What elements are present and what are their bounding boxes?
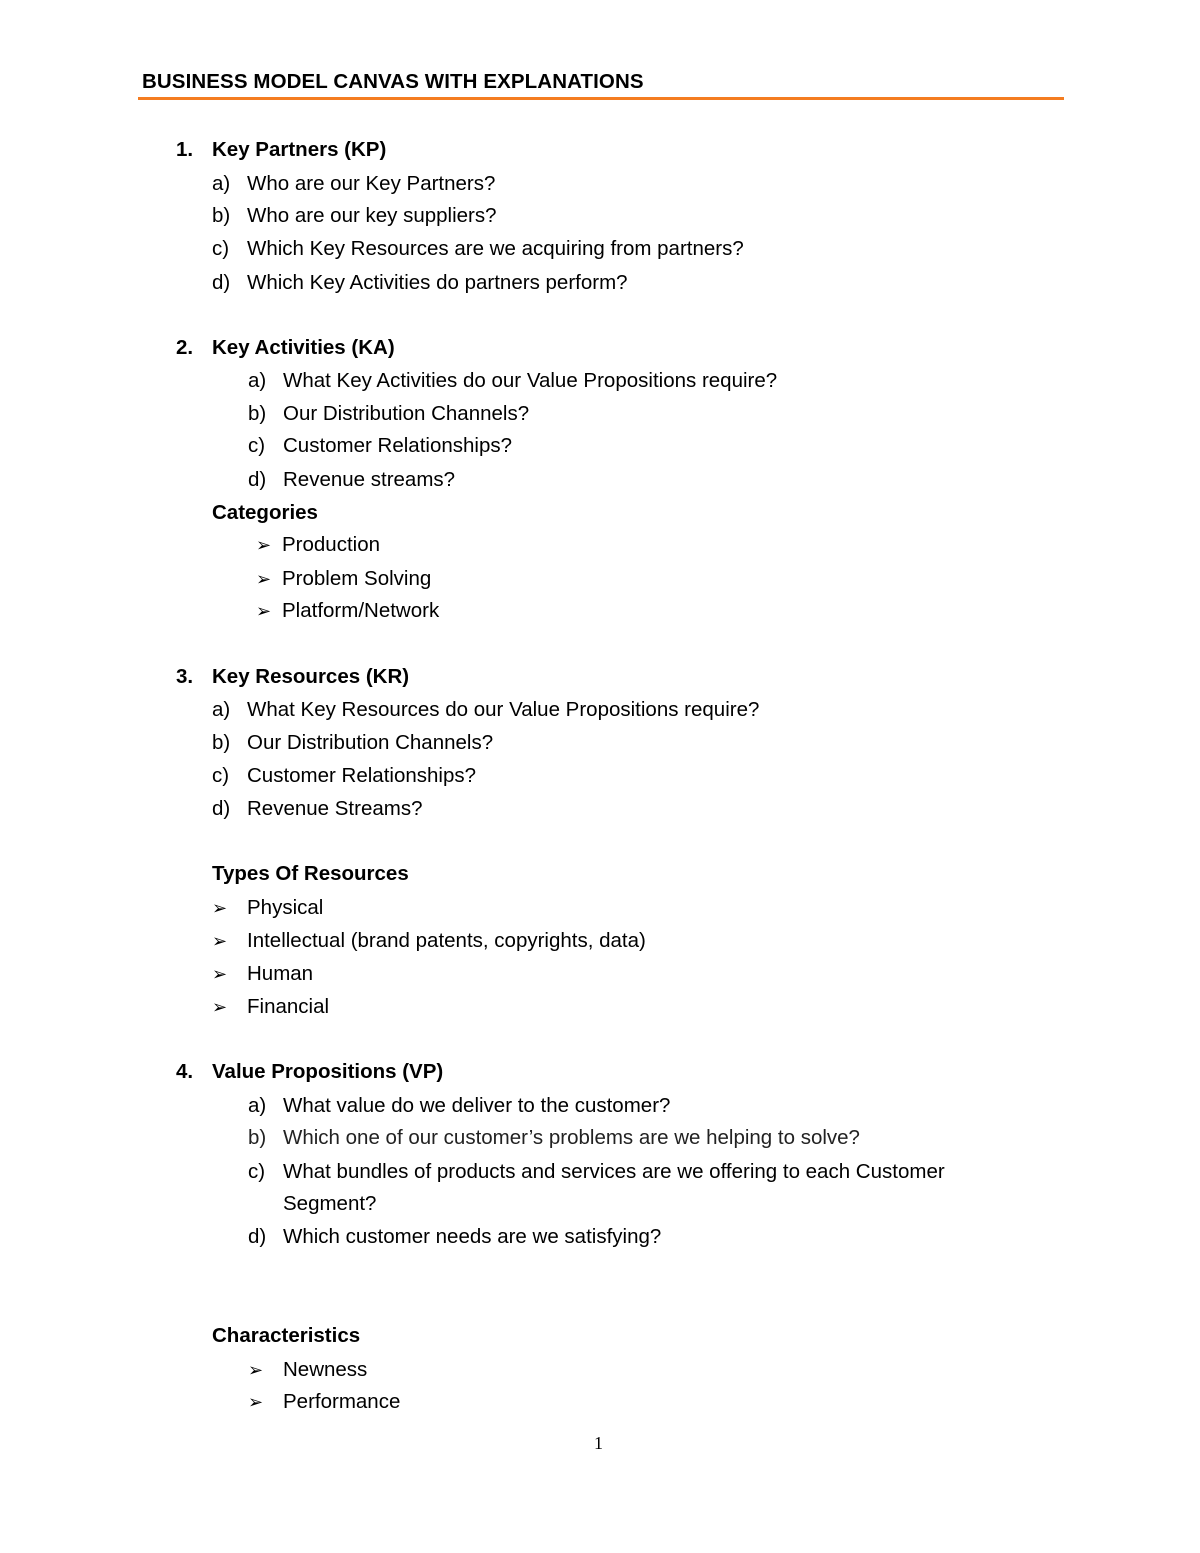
- list-item-text: Our Distribution Channels?: [247, 731, 494, 754]
- list-marker: a): [212, 172, 231, 195]
- arrow-bullet-icon: ➢: [212, 997, 228, 1017]
- list-item-text: Which customer needs are we satisfying?: [283, 1225, 662, 1248]
- arrow-bullet-icon: ➢: [212, 898, 228, 918]
- bullet-item: [212, 995, 329, 1019]
- list-item-continuation: Segment?: [283, 1192, 377, 1215]
- section-heading-key-resources: [176, 665, 409, 689]
- list-marker: b): [212, 731, 231, 754]
- list-marker: a): [248, 369, 267, 392]
- section-heading-key-activities: [176, 336, 395, 360]
- list-item: [212, 764, 476, 788]
- list-marker: d): [212, 797, 231, 820]
- bullet-item: [248, 1390, 400, 1414]
- list-marker: c): [248, 1160, 266, 1183]
- list-marker: d): [212, 271, 231, 294]
- list-item-text: What Key Resources do our Value Propositions require?: [247, 698, 760, 721]
- list-item: [212, 698, 759, 722]
- list-marker: a): [212, 698, 231, 721]
- list-marker: a): [248, 1094, 267, 1117]
- list-marker: d): [248, 468, 267, 491]
- list-item: [212, 797, 422, 821]
- section-number: 2.: [176, 336, 194, 359]
- list-item: [212, 237, 744, 261]
- list-item: [248, 369, 777, 393]
- list-item-text: Our Distribution Channels?: [283, 402, 530, 425]
- list-item-text: Which Key Resources are we acquiring from partners?: [247, 237, 744, 260]
- bullet-text: Problem Solving: [282, 567, 432, 590]
- arrow-bullet-icon: ➢: [212, 964, 228, 984]
- bullet-text: Financial: [247, 995, 330, 1018]
- section-number: 1.: [176, 138, 194, 161]
- list-item-text: What value do we deliver to the customer?: [283, 1094, 671, 1117]
- bullet-text: Performance: [283, 1390, 401, 1413]
- page-number: 1: [594, 1433, 603, 1453]
- list-item: [248, 434, 512, 458]
- bullet-item: [212, 896, 323, 920]
- section-heading-value-propositions: [176, 1060, 443, 1084]
- list-item-text: What bundles of products and services are we offering to each Customer: [283, 1160, 945, 1183]
- list-item-text: Which Key Activities do partners perform?: [247, 271, 628, 294]
- sub-heading-characteristics: Characteristics: [212, 1324, 361, 1347]
- sub-heading-types-of-resources: Types Of Resources: [212, 862, 409, 885]
- bullet-text: Production: [282, 533, 381, 556]
- list-marker: d): [248, 1225, 267, 1248]
- list-item-text: Who are our key suppliers?: [247, 204, 497, 227]
- list-item: [248, 1094, 670, 1118]
- list-item: [248, 468, 455, 492]
- bullet-text: Platform/Network: [282, 599, 440, 622]
- page-title: BUSINESS MODEL CANVAS WITH EXPLANATIONS: [142, 70, 644, 93]
- section-title: Key Resources (KR): [212, 665, 410, 688]
- bullet-item: [212, 962, 313, 986]
- bullet-text: Newness: [283, 1358, 368, 1381]
- list-item-text: Customer Relationships?: [247, 764, 477, 787]
- list-marker: b): [212, 204, 231, 227]
- arrow-bullet-icon: ➢: [248, 1392, 264, 1412]
- section-title: Key Partners (KP): [212, 138, 387, 161]
- section-number: 4.: [176, 1060, 194, 1083]
- list-marker: c): [212, 764, 230, 787]
- list-marker: c): [212, 237, 230, 260]
- list-item: [248, 1225, 661, 1249]
- arrow-bullet-icon: ➢: [248, 1360, 264, 1380]
- sub-heading-categories: Categories: [212, 501, 318, 524]
- bullet-item: [256, 599, 439, 623]
- bullet-text: Intellectual (brand patents, copyrights, data): [247, 929, 646, 952]
- list-item: [212, 172, 495, 196]
- list-item: [212, 731, 493, 755]
- list-item-text: Revenue streams?: [283, 468, 456, 491]
- list-item: [212, 204, 497, 228]
- list-item-text: Revenue Streams?: [247, 797, 423, 820]
- list-item: [248, 402, 529, 426]
- arrow-bullet-icon: ➢: [256, 535, 272, 555]
- list-item-text: Customer Relationships?: [283, 434, 513, 457]
- bullet-text: Physical: [247, 896, 324, 919]
- bullet-text: Human: [247, 962, 314, 985]
- arrow-bullet-icon: ➢: [256, 569, 272, 589]
- arrow-bullet-icon: ➢: [212, 931, 228, 951]
- list-item-text: Who are our Key Partners?: [247, 172, 496, 195]
- bullet-item: [256, 567, 431, 591]
- list-item-text: What Key Activities do our Value Propositions require?: [283, 369, 778, 392]
- list-item: [248, 1160, 945, 1184]
- list-item: [248, 1126, 860, 1150]
- arrow-bullet-icon: ➢: [256, 601, 272, 621]
- section-title: Key Activities (KA): [212, 336, 395, 359]
- list-marker: b): [248, 402, 267, 425]
- title-rule: [138, 97, 1064, 100]
- section-number: 3.: [176, 665, 194, 688]
- list-marker: b): [248, 1126, 267, 1149]
- bullet-item: [212, 929, 646, 953]
- list-marker: c): [248, 434, 266, 457]
- list-item: [212, 271, 628, 295]
- section-heading-key-partners: [176, 138, 386, 162]
- bullet-item: [248, 1358, 367, 1382]
- section-title: Value Propositions (VP): [212, 1060, 444, 1083]
- bullet-item: [256, 533, 380, 557]
- list-item-text: Which one of our customer’s problems are we helping to solve?: [283, 1126, 860, 1149]
